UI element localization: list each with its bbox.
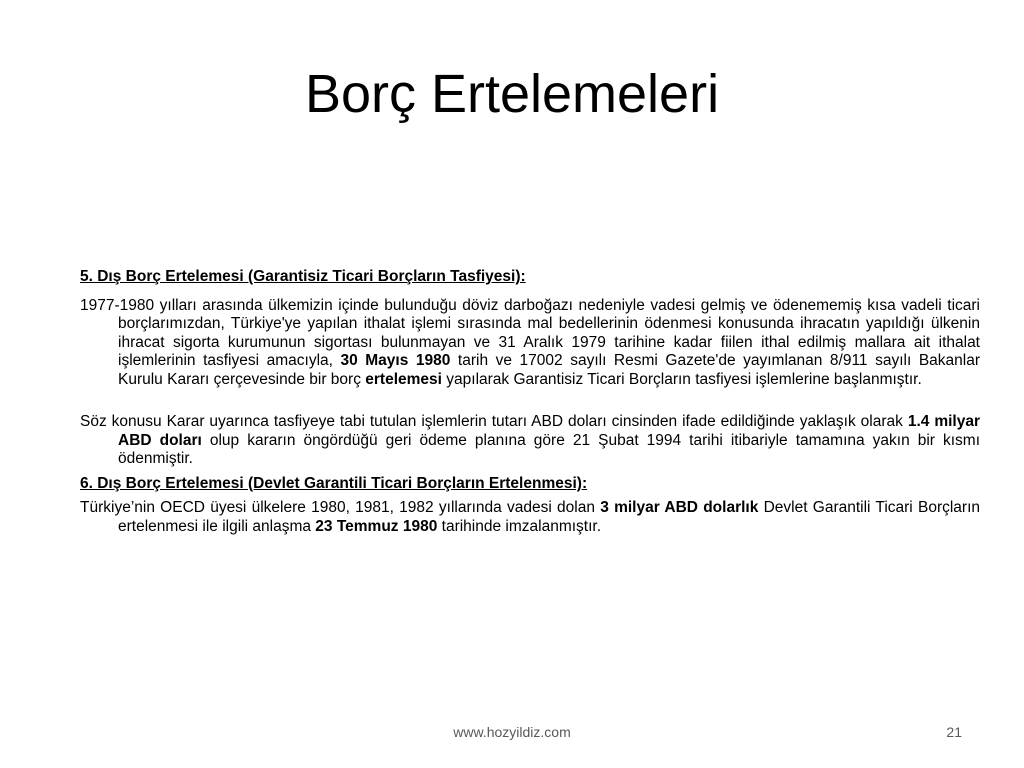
footer-url: www.hozyildiz.com [453, 724, 571, 740]
text-run: tarih ve 17002 sayılı Resmi Gazete'de yayımlanan 8/911 sayılı Bakanlar Kurulu Kararı çerçevesinde bir borç [118, 352, 980, 388]
section-5-heading: 5. Dış Borç Ertelemesi (Garantisiz Ticari Borçların Tasfiyesi): [80, 268, 526, 285]
text-run: 1977-1980 yılları arasında ülkemizin içinde bulunduğu döviz darboğazı nedeniyle vadesi gelmiş ve ödenememiş kısa vadeli ticari borçlarımızdan, Türkiye'ye yapılan ithalat işlemi sırasında mal bedellerinin ödenmesi konusunda ihracatın yapıldığı ülkenin ihracat sigorta kurumunun sigortası bulunmayan ve 31 Aralık 1979 tarihine kadar fiilen ithal edilmiş mallara ait ithalat işlemlerinin tasfiyesi amacıyla, [80, 296, 980, 369]
bold-amount: 3 milyar ABD dolarlık [600, 499, 759, 516]
text-run: Türkiye’nin OECD üyesi ülkelere 1980, 1981, 1982 yıllarında vadesi dolan [80, 499, 601, 516]
section-6-paragraph-1 [80, 499, 980, 536]
slide-content [80, 268, 980, 536]
text-run: tarihinde imzalanmıştır. [437, 517, 602, 535]
bold-date: 30 Mayıs 1980 [340, 352, 451, 369]
text-run: Söz konusu Karar uyarınca tasfiyeye tabi tutulan işlemlerin tutarı ABD doları cinsinden ifade edildiğinde yaklaşık olarak [80, 413, 908, 430]
bold-term: ertelemesi [365, 370, 442, 388]
text-run: Devlet Garantili Ticari Borçların ertelenmesi ile ilgili anlaşma [118, 499, 981, 535]
text-run: olup kararın öngördüğü geri ödeme planına göre 21 Şubat 1994 tarihi itibariyle tamamına yakın bir kısmı ödenmiştir. [118, 431, 981, 467]
section-5-paragraph-1 [80, 297, 980, 390]
section-5-paragraph-2 [80, 413, 980, 469]
text-run: yapılarak Garantisiz Ticari Borçların tasfiyesi işlemlerine başlanmıştır. [441, 370, 922, 388]
page-number: 21 [946, 724, 962, 740]
section-6-heading: 6. Dış Borç Ertelemesi (Devlet Garantili Ticari Borçların Ertelenmesi): [80, 474, 588, 492]
slide-title: Borç Ertelemeleri [304, 64, 720, 124]
bold-date: 23 Temmuz 1980 [315, 517, 438, 535]
bold-amount: 1.4 milyar ABD doları [118, 413, 980, 449]
